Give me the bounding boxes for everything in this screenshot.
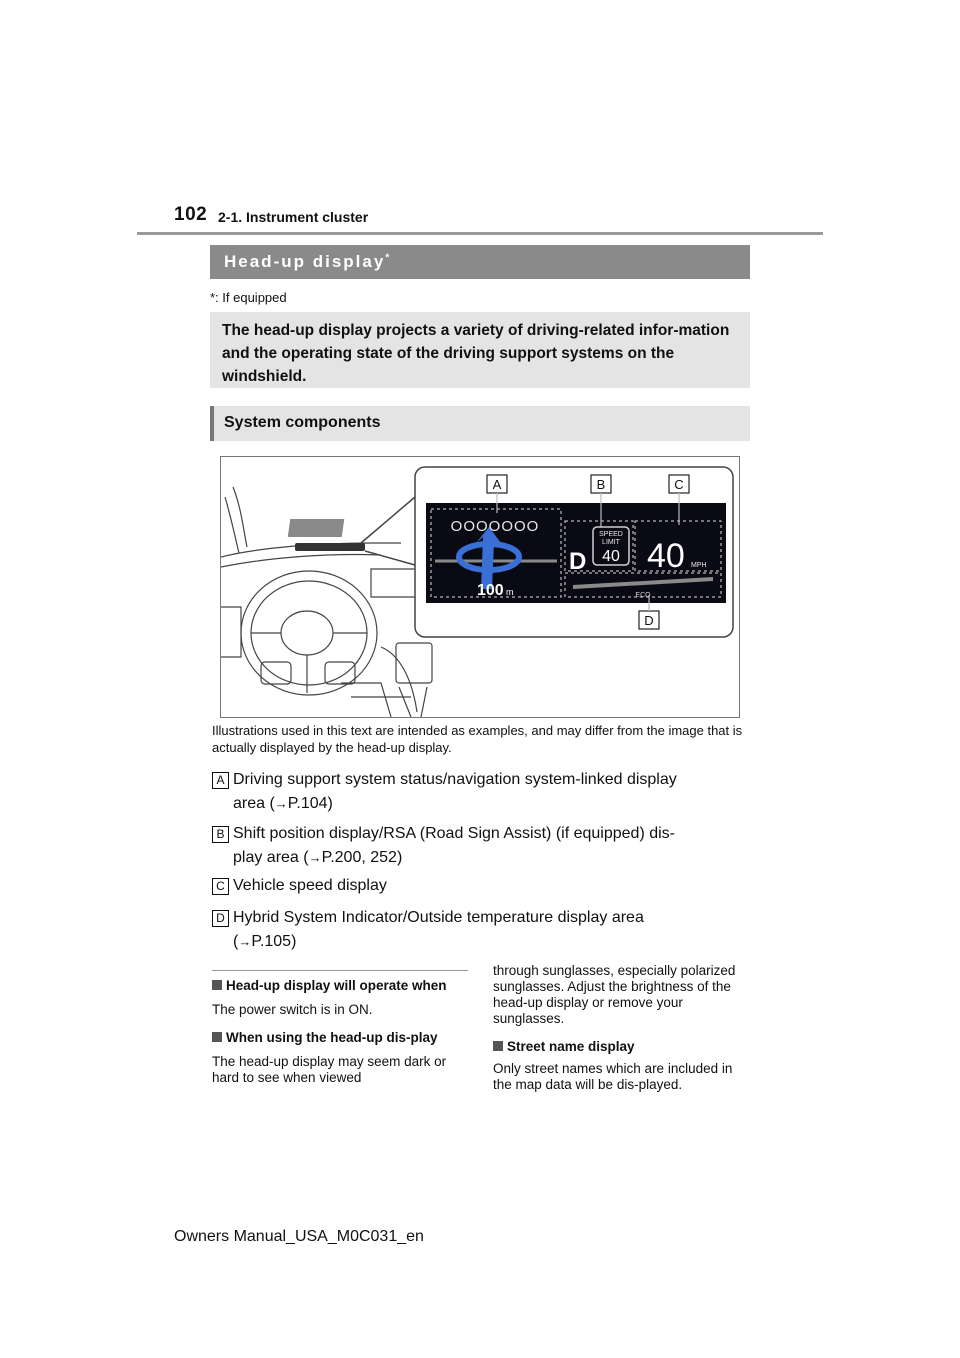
square-bullet-icon xyxy=(493,1041,503,1051)
notes-right-column xyxy=(493,963,751,1093)
speed-limit-sign-top: SPEED xyxy=(599,531,623,538)
shift-position: D xyxy=(569,548,587,575)
note-heading-operate xyxy=(212,978,468,994)
component-item-a xyxy=(212,768,752,816)
hud-illustration xyxy=(220,456,740,718)
component-text-c xyxy=(233,874,733,898)
vehicle-speed-unit: MPH xyxy=(691,562,707,569)
component-d-line2 xyxy=(233,930,733,954)
component-a-line1: Driving support system status/navigation system-linked display xyxy=(233,771,677,788)
component-text-d xyxy=(233,906,733,954)
label-a: A xyxy=(492,477,502,492)
component-item-d xyxy=(212,906,752,954)
speed-limit-sign-mid: LIMIT xyxy=(602,539,620,546)
badge-d: D xyxy=(212,910,229,927)
component-b-pre: play area ( xyxy=(233,849,309,866)
note-heading-street xyxy=(493,1039,751,1055)
section-title-text: Head-up display xyxy=(224,252,386,271)
ref-arrow-icon: → xyxy=(308,850,322,865)
component-a-post: ) xyxy=(327,795,333,812)
nav-distance: 100 xyxy=(477,582,504,599)
component-b-line1: Shift position display/RSA (Road Sign Assist) (if equipped) dis- xyxy=(233,825,675,842)
component-b-ref: P.200, 252 xyxy=(321,849,397,866)
page-number: 102 xyxy=(174,204,208,225)
component-b-post: ) xyxy=(396,849,403,866)
section-title xyxy=(224,252,389,272)
note-heading-using xyxy=(212,1030,468,1046)
label-c: C xyxy=(674,477,684,492)
section-title-bar xyxy=(210,245,750,279)
note-heading-using-text: When using the head-up dis-play xyxy=(226,1030,438,1045)
windshield-projection-area xyxy=(288,519,345,537)
notes-left-column xyxy=(212,978,468,1086)
note-heading-operate-text: Head-up display will operate when xyxy=(226,978,447,993)
note-body-street: Only street names which are included in the map data will be dis-played. xyxy=(493,1061,733,1092)
figure-caption: Illustrations used in this text are intended as examples, and may differ from the image that is actually displayed by the head-up display. xyxy=(212,723,743,755)
component-text-b xyxy=(233,822,733,870)
note-heading-street-text: Street name display xyxy=(507,1039,635,1054)
component-d-ref: P.105 xyxy=(251,933,292,950)
intro-text: The head-up display projects a variety of driving-related infor-mation and the operating state of the driving support systems on the windshield. xyxy=(222,322,730,385)
label-d: D xyxy=(644,613,654,628)
component-d-pre: ( xyxy=(233,933,239,950)
notes-divider xyxy=(212,970,468,971)
component-c-line1: Vehicle speed display xyxy=(233,877,387,894)
badge-b: B xyxy=(212,826,229,843)
components-heading-bar xyxy=(210,406,750,441)
ref-arrow-icon: → xyxy=(238,934,252,949)
label-b: B xyxy=(596,477,606,492)
note-body-using: The head-up display may seem dark or hard to see when viewed xyxy=(212,1054,447,1085)
note-body-operate: The power switch is in ON. xyxy=(212,1002,373,1017)
component-d-post: ) xyxy=(291,933,297,950)
footer-text: Owners Manual_USA_M0C031_en xyxy=(174,1228,424,1245)
section-title-mark: * xyxy=(385,252,390,264)
component-b-line2 xyxy=(233,846,733,870)
chapter-title: 2-1. Instrument cluster xyxy=(218,209,369,225)
note-body-sunglasses: through sunglasses, especially polarized sunglasses. Adjust the brightness of the head-up display or remove your sunglasses. xyxy=(493,963,736,1026)
ref-arrow-icon: → xyxy=(274,796,288,811)
component-d-line1: Hybrid System Indicator/Outside temperature display area xyxy=(233,909,644,926)
nav-distance-unit: m xyxy=(506,587,514,597)
badge-a: A xyxy=(212,772,229,789)
components-heading: System components xyxy=(224,414,381,431)
footnote: *: If equipped xyxy=(210,290,287,305)
header-rule xyxy=(137,232,823,235)
component-item-b xyxy=(212,822,752,870)
intro-box xyxy=(210,312,750,388)
driving-support-dots: OOOOOOO xyxy=(450,518,540,535)
square-bullet-icon xyxy=(212,1032,222,1042)
badge-c: C xyxy=(212,878,229,895)
hud-projector xyxy=(295,543,365,551)
square-bullet-icon xyxy=(212,980,222,990)
component-item-c xyxy=(212,874,752,898)
component-a-pre: area ( xyxy=(233,795,275,812)
component-text-a xyxy=(233,768,733,816)
component-a-line2 xyxy=(233,792,733,816)
hud-illustration-svg xyxy=(221,457,739,717)
component-a-ref: P.104 xyxy=(287,795,328,812)
eco-label: ECO xyxy=(635,592,651,599)
vehicle-speed: 40 xyxy=(647,537,685,575)
speed-limit-value: 40 xyxy=(602,548,620,565)
